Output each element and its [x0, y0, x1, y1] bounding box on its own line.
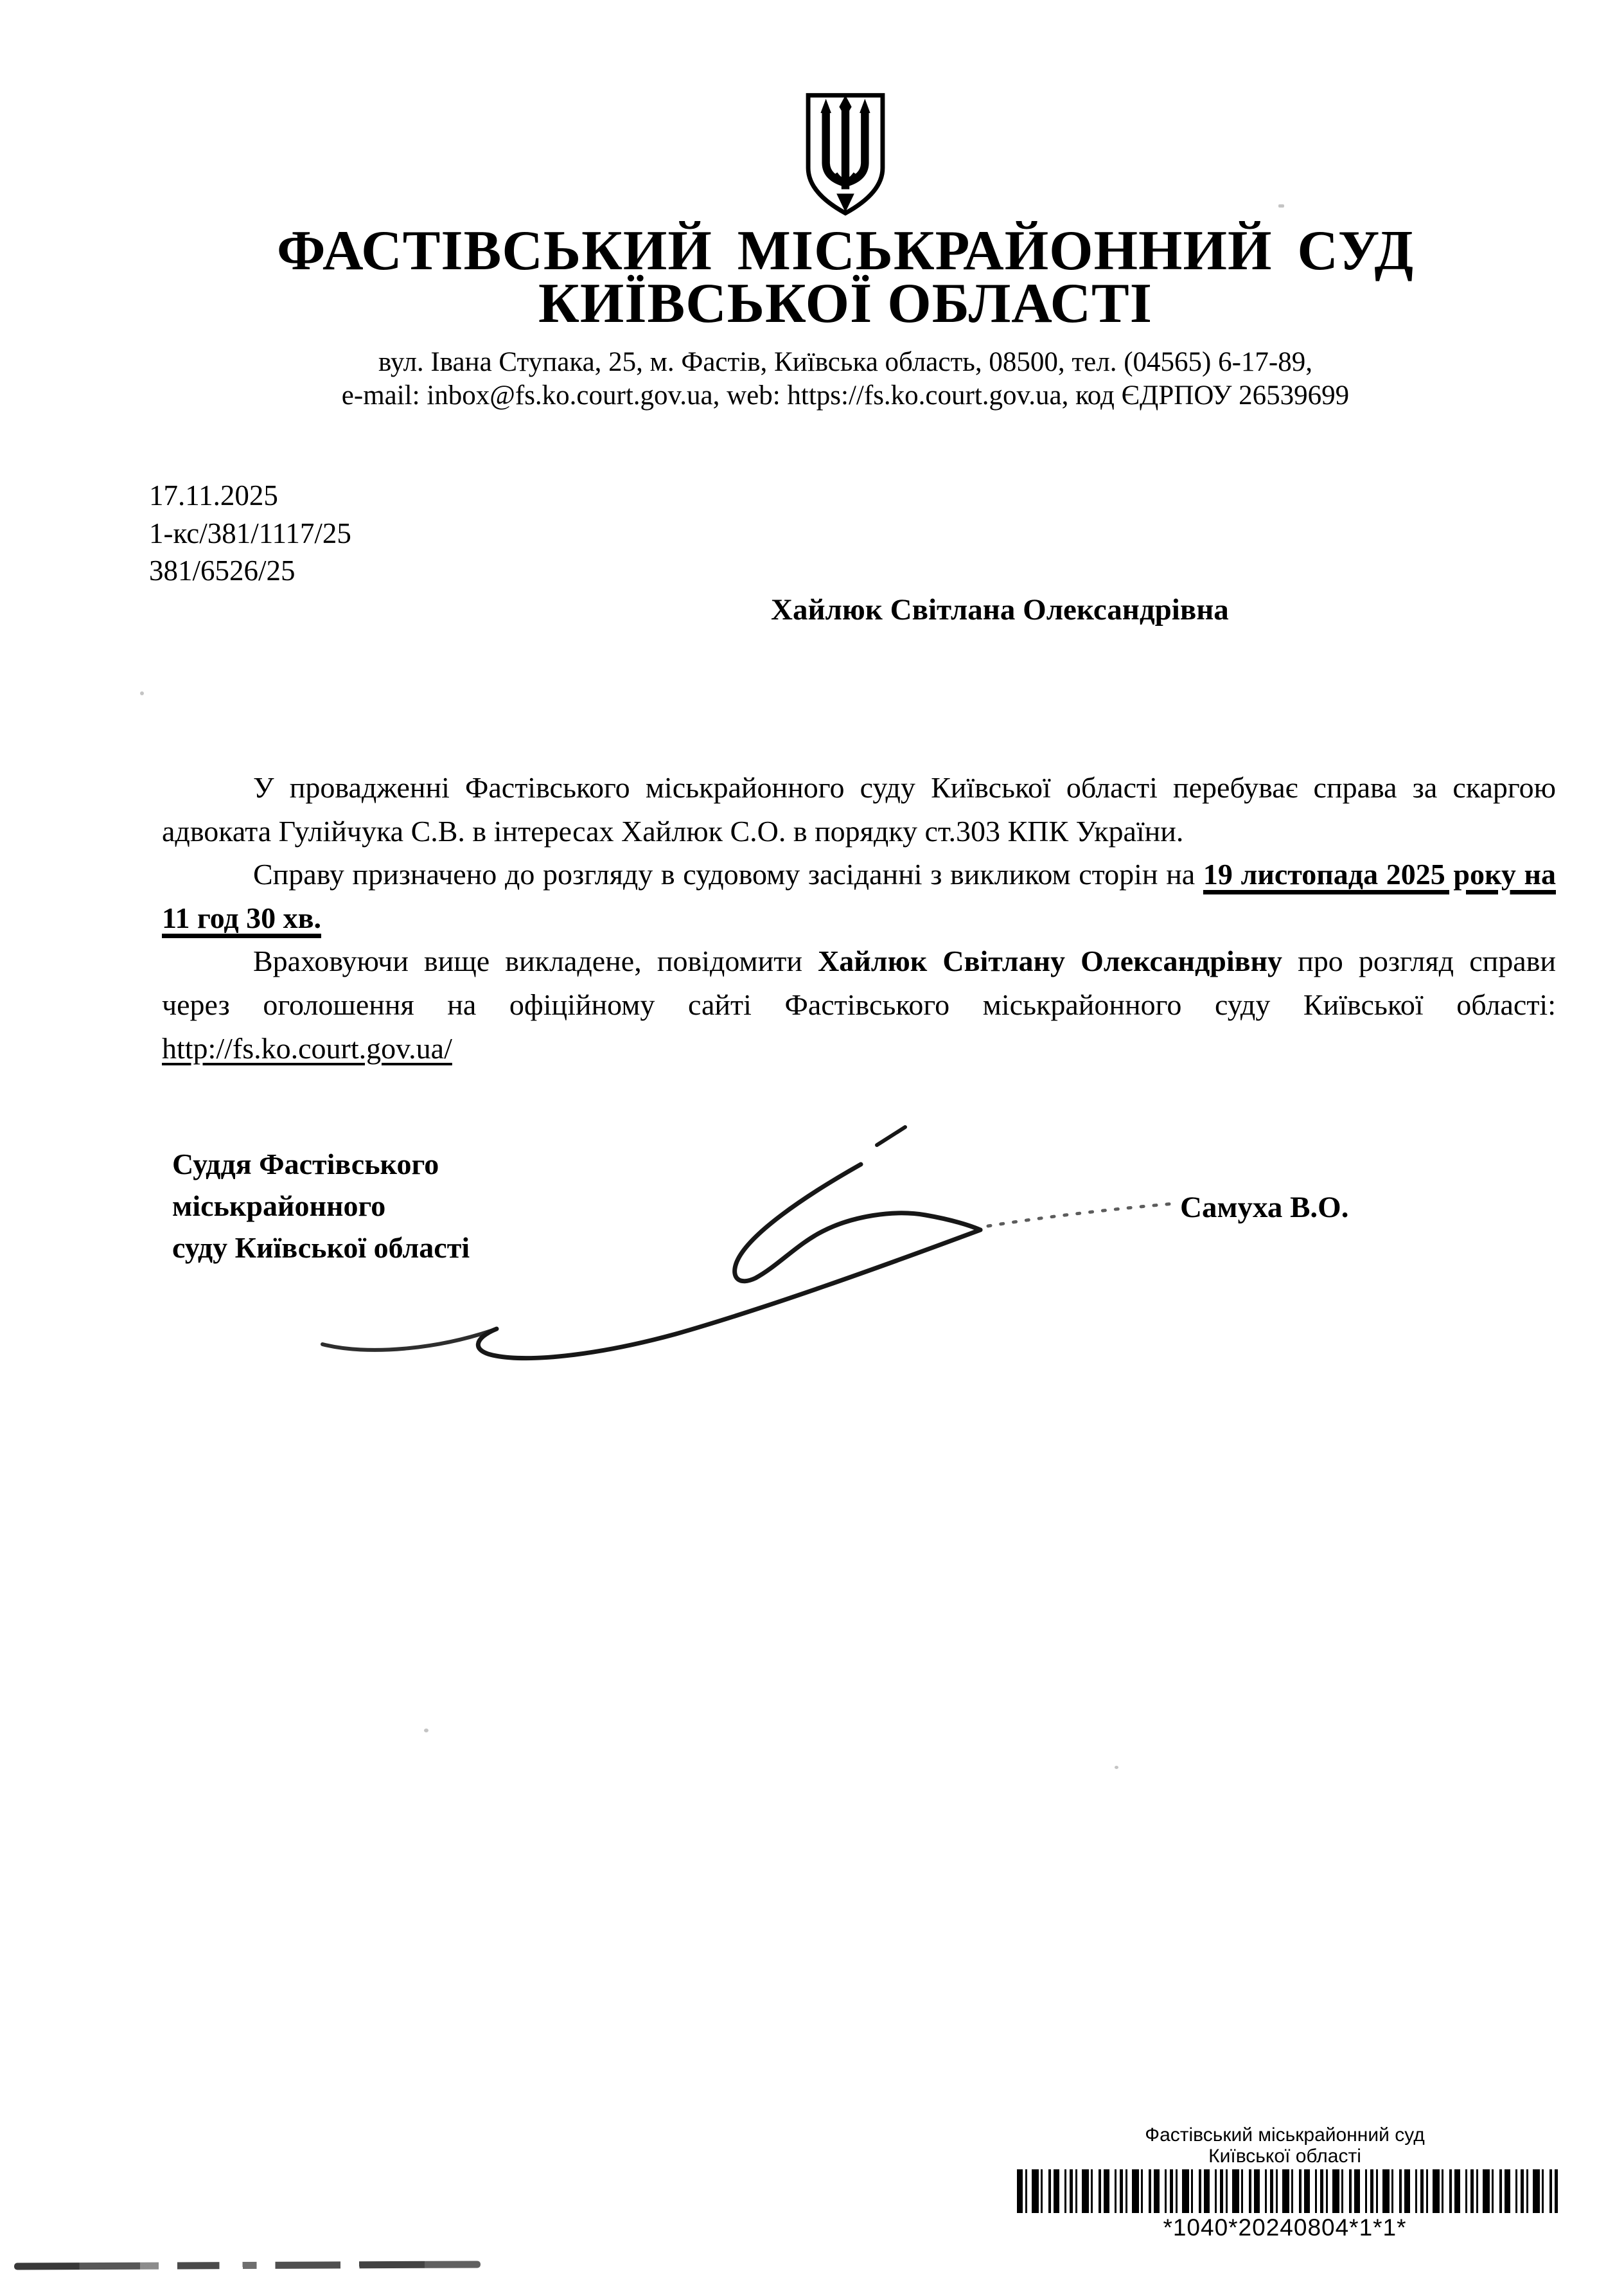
court-address-line2: e-mail: inbox@fs.ko.court.gov.ua, web: https://fs.ko.court.gov.ua, код ЄДРПОУ 26539699	[341, 380, 1350, 411]
paragraph-hearing	[162, 853, 1556, 939]
court-address	[33, 346, 1624, 413]
paragraph-case-info-text: У провадженні Фастівського міськрайонного суду Київської області перебуває справа за скаргою адвоката Гулійчука С.В. в інтересах Хайлюк С.О. в порядку ст.303 КПК України.	[162, 771, 1556, 848]
letter-body	[162, 766, 1556, 1070]
case-number: 1-кс/381/1117/25	[149, 517, 351, 549]
letterhead	[33, 90, 1624, 413]
paragraph-hearing-lead: Справу призначено до розгляду в судовому засіданні з викликом сторін на	[253, 858, 1203, 891]
barcode-icon	[1017, 2169, 1558, 2213]
proceeding-number: 381/6526/25	[149, 555, 296, 587]
scan-speck	[1115, 1766, 1118, 1769]
ukraine-trident-emblem-icon	[800, 90, 890, 218]
judge-title-line2: міськрайонного	[172, 1189, 386, 1222]
barcode-value: *1040*20240804*1*1*	[1163, 2214, 1407, 2241]
judge-name: Самуха В.О.	[1180, 1191, 1349, 1224]
court-name-line1: ФАСТІВСЬКИЙ МІСЬКРАЙОННИЙ СУД	[276, 220, 1415, 282]
court-name-line2: КИЇВСЬКОЇ ОБЛАСТІ	[538, 272, 1152, 335]
scan-speck	[424, 1729, 428, 1732]
court-address-line1: вул. Івана Ступака, 25, м. Фастів, Київська область, 08500, тел. (04565) 6-17-89,	[378, 346, 1312, 377]
court-site-link[interactable]: http://fs.ko.court.gov.ua/	[162, 1031, 452, 1065]
judge-title-line1: Суддя Фастівського	[172, 1148, 439, 1180]
addressee-name: Хайлюк Світлана Олександрівна	[771, 593, 1229, 627]
barcode-caption-line1: Фастівський міськрайонний суд	[1145, 2124, 1425, 2146]
judge-signature-icon	[225, 1112, 1221, 1369]
barcode-caption-line2: Київської області	[1208, 2146, 1361, 2167]
paragraph-case-info	[162, 766, 1556, 853]
judge-title-line3: суду Київської області	[172, 1231, 470, 1264]
letter-date: 17.11.2025	[149, 479, 278, 511]
scan-streak-artifact	[14, 2261, 481, 2270]
hearing-datetime: 19 листопада 2025 року на 11 год 30 хв.	[162, 858, 1556, 934]
scan-speck	[1278, 204, 1284, 208]
paragraph-notification	[162, 939, 1556, 1070]
court-name	[33, 220, 1624, 335]
scan-speck	[140, 691, 144, 695]
paragraph-notification-lead: Враховуючи вище викладене, повідомити	[253, 945, 818, 978]
barcode-block	[1017, 2124, 1553, 2241]
notified-person-name: Хайлюк Світлану Олександрівну	[818, 945, 1282, 978]
paragraph-notification-mid: про розгляд справи через оголошення на офіційному сайті Фастівського міськрайонного суду Київської області:	[162, 945, 1556, 1022]
reference-block	[149, 477, 351, 590]
